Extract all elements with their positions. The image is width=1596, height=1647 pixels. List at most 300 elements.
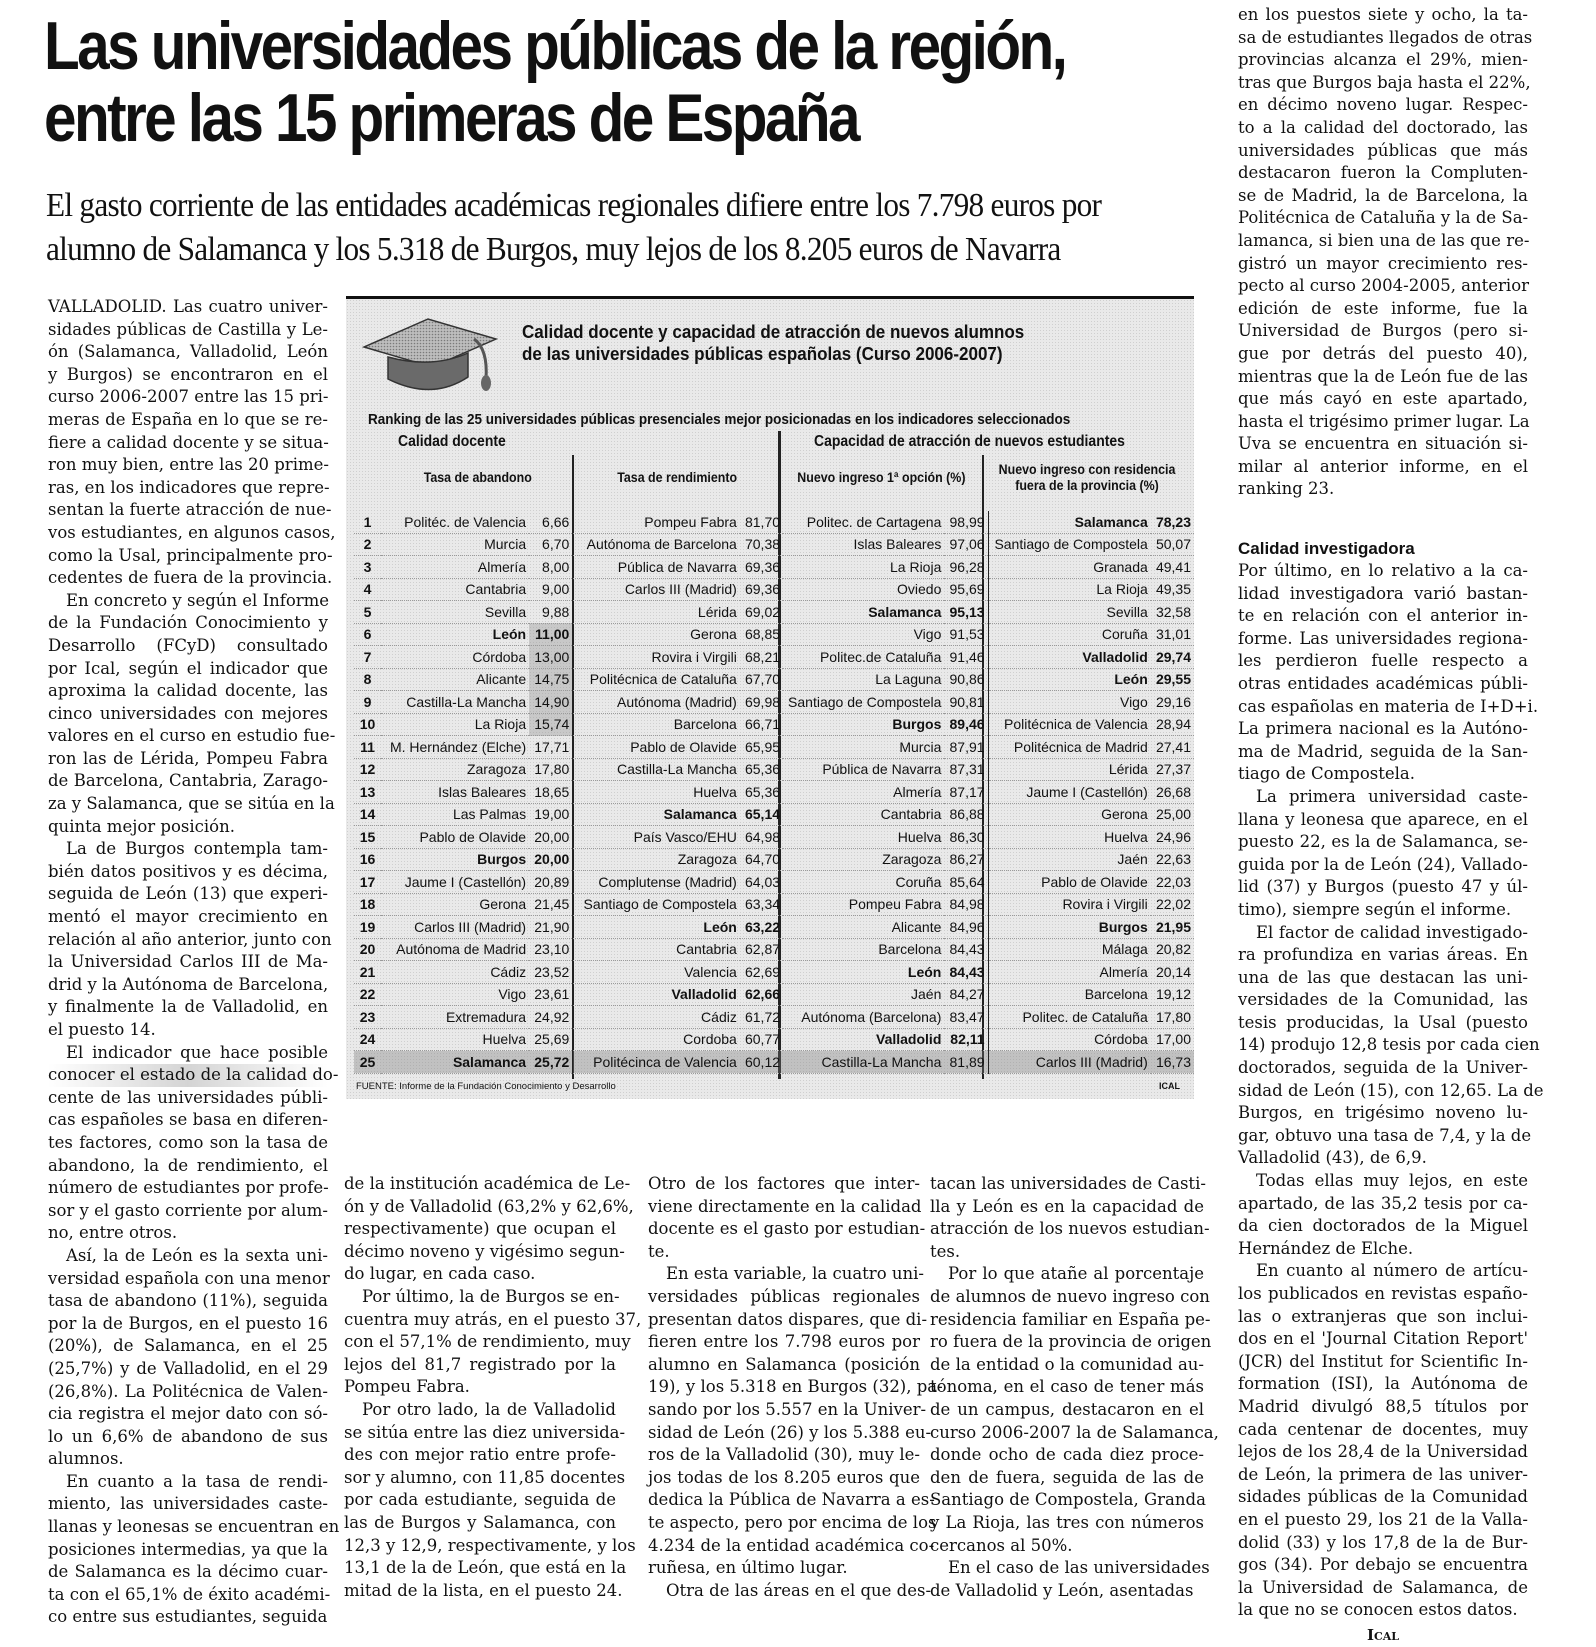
paragraph bbox=[48, 1471, 340, 1629]
indicator-value: 17,80 bbox=[1151, 1006, 1194, 1029]
indicator-value: 9,00 bbox=[529, 578, 573, 601]
rank-number: 18 bbox=[354, 893, 381, 916]
paragraph bbox=[48, 296, 336, 590]
text-line: edición de este informe, fue la bbox=[1238, 298, 1528, 318]
university-name: Jaén bbox=[988, 848, 1151, 871]
table-row bbox=[354, 601, 1194, 624]
text-line: de Salamanca es la décimo cuar- bbox=[48, 1562, 328, 1582]
indicator-value: 28,94 bbox=[1151, 713, 1194, 736]
text-line: bién datos positivos y es décima, bbox=[48, 861, 328, 881]
text-line: y La Rioja, las tres con números bbox=[930, 1512, 1204, 1532]
text-line: ranking 23. bbox=[1238, 479, 1335, 499]
text-line: seguida de León (13) que experi- bbox=[48, 884, 328, 904]
indicator-value: 65,36 bbox=[740, 758, 783, 781]
indicator-value: 63,22 bbox=[740, 916, 783, 939]
text-line: de León, la primera de las univer- bbox=[1238, 1464, 1528, 1484]
university-name: Zaragoza bbox=[573, 848, 740, 871]
indicator-value: 14,75 bbox=[529, 668, 573, 691]
text-line: versidad española con una menor bbox=[48, 1268, 330, 1288]
text-line: de la entidad o la comunidad au- bbox=[930, 1354, 1204, 1374]
text-line: de Barcelona, Cantabria, Zarago- bbox=[48, 771, 328, 791]
text-line: las o extranjeras que son inclui- bbox=[1238, 1306, 1528, 1326]
text-line: versidades públicas regionales bbox=[648, 1286, 920, 1306]
university-name: Pablo de Olavide bbox=[573, 736, 740, 759]
text-line: y finalmente la de Valladolid, en bbox=[48, 997, 328, 1017]
text-line: do lugar, en cada caso. bbox=[344, 1264, 536, 1284]
text-line: sor y alumno, con 11,85 docentes bbox=[344, 1467, 626, 1487]
text-line: sentan la fuerte atracción de nue- bbox=[48, 500, 332, 520]
col-header-tasa-abandono bbox=[386, 461, 570, 495]
indicator-value: 84,98 bbox=[944, 893, 988, 916]
rank-number: 8 bbox=[354, 668, 381, 691]
text-line: ras, en los indicadores que repre- bbox=[48, 477, 330, 497]
paragraph bbox=[930, 1263, 1219, 1557]
text-line: cercanos al 50%. bbox=[930, 1535, 1073, 1555]
text-line: gar, obtuvo una tasa de 7,4, y la de bbox=[1238, 1125, 1532, 1145]
text-line: Otra de las áreas en el que des- bbox=[666, 1580, 932, 1600]
text-line: tiago de Compostela. bbox=[1238, 764, 1415, 784]
group-heading-calidad-docente: Calidad docente bbox=[398, 433, 506, 450]
text-line: En el caso de las universidades bbox=[948, 1558, 1210, 1578]
university-name: Islas Baleares bbox=[783, 533, 944, 556]
ranking-table bbox=[354, 511, 1194, 1074]
indicator-value: 15,74 bbox=[529, 713, 573, 736]
text-line: y Burgos) se encontraron en el bbox=[48, 364, 328, 384]
text-line: sidades públicas de la Comunidad bbox=[1238, 1487, 1528, 1507]
text-line: la Universidad de Salamanca, de bbox=[1238, 1577, 1528, 1597]
text-line: curso 2006-2007 entre las 15 pri- bbox=[48, 387, 329, 407]
university-name: Pública de Navarra bbox=[573, 556, 740, 579]
text-line: formation (ISI), la Autónoma de bbox=[1238, 1374, 1528, 1394]
paragraph bbox=[344, 1399, 636, 1602]
text-line: (20%), de Salamanca, en el 25 bbox=[48, 1336, 328, 1356]
text-line: vos estudiantes, en algunos casos, bbox=[48, 522, 336, 542]
table-row bbox=[354, 848, 1194, 871]
university-name: Jaén bbox=[783, 983, 944, 1006]
rank-number: 22 bbox=[354, 983, 381, 1006]
university-name: Cordoba bbox=[573, 1028, 740, 1051]
table-row bbox=[354, 623, 1194, 646]
indicator-value: 14,90 bbox=[529, 691, 573, 714]
text-line: sa de estudiantes llegados de otras bbox=[1238, 27, 1533, 47]
table-row bbox=[354, 511, 1194, 533]
indicator-value: 9,88 bbox=[529, 601, 573, 624]
text-line: ruñesa, en último lugar. bbox=[648, 1558, 848, 1578]
indicator-value: 20,82 bbox=[1151, 938, 1194, 961]
rank-number: 20 bbox=[354, 938, 381, 961]
university-name: Zaragoza bbox=[381, 758, 529, 781]
text-line: aproxima la calidad docente, las bbox=[48, 681, 328, 701]
indicator-value: 29,55 bbox=[1151, 668, 1194, 691]
rank-number: 6 bbox=[354, 623, 381, 646]
text-line: otras entidades académicas públi- bbox=[1238, 673, 1528, 693]
indicator-value: 16,73 bbox=[1151, 1051, 1194, 1074]
rank-number: 7 bbox=[354, 646, 381, 669]
text-line: gue por detrás del puesto 40), bbox=[1238, 343, 1528, 363]
university-name: La Rioja bbox=[783, 556, 944, 579]
rank-number: 1 bbox=[354, 511, 381, 533]
university-name: Jaume I (Castellón) bbox=[988, 781, 1151, 804]
text-line: se sitúa entre las diez universida- bbox=[344, 1422, 626, 1442]
university-name: Cantabria bbox=[573, 938, 740, 961]
text-line: miento, las universidades caste- bbox=[48, 1494, 328, 1514]
university-name: Islas Baleares bbox=[381, 781, 529, 804]
university-name: Rovira i Virgili bbox=[988, 893, 1151, 916]
university-name: Málaga bbox=[988, 938, 1151, 961]
university-name: Politec. de Cartagena bbox=[783, 511, 944, 533]
text-line: docente es el gasto por estudian- bbox=[648, 1219, 926, 1239]
text-line: valores en el curso en estudio fue- bbox=[48, 726, 336, 746]
indicator-value: 63,34 bbox=[740, 893, 783, 916]
text-line: cedentes de fuera de la provincia. bbox=[48, 568, 333, 588]
university-name: Autónoma de Barcelona bbox=[573, 533, 740, 556]
indicator-value: 68,21 bbox=[740, 646, 783, 669]
indicator-value: 49,35 bbox=[1151, 578, 1194, 601]
indicator-value: 17,80 bbox=[529, 758, 573, 781]
text-line: Por último, en lo relativo a la ca- bbox=[1238, 561, 1528, 580]
table-row bbox=[354, 668, 1194, 691]
paragraph bbox=[930, 1173, 1210, 1263]
university-name: Burgos bbox=[783, 713, 944, 736]
infographic-title-line: de las universidades públicas españolas (Curso 2006-2007) bbox=[522, 343, 1003, 364]
text-line: se de Madrid, la de Barcelona, la bbox=[1238, 185, 1528, 205]
col-header-label: Nuevo ingreso con residencia fuera de la provincia (%) bbox=[998, 462, 1176, 493]
indicator-value: 98,99 bbox=[944, 511, 988, 533]
text-line: ta con el 65,1% de éxito académi- bbox=[48, 1584, 331, 1604]
indicator-value: 86,27 bbox=[944, 848, 988, 871]
rank-number: 21 bbox=[354, 961, 381, 984]
paragraph bbox=[344, 1286, 642, 1399]
indicator-value: 25,00 bbox=[1151, 803, 1194, 826]
column-body bbox=[1238, 560, 1544, 1622]
text-line: con el 57,1% de rendimiento, muy bbox=[344, 1332, 631, 1352]
indicator-value: 6,66 bbox=[529, 511, 573, 533]
indicator-value: 96,28 bbox=[944, 556, 988, 579]
indicator-value: 84,96 bbox=[944, 916, 988, 939]
paragraph bbox=[48, 1042, 339, 1245]
text-line: lo un 6,6% de abandono de sus bbox=[48, 1426, 328, 1446]
rank-number: 12 bbox=[354, 758, 381, 781]
text-line: za y Salamanca, que se sitúa en la bbox=[48, 794, 335, 814]
text-line: 13,1 de la de León, que está en la bbox=[344, 1558, 627, 1578]
text-line: por cada estudiante, seguida de bbox=[344, 1490, 616, 1510]
text-line: ro fuera de la provincia de origen bbox=[930, 1332, 1212, 1352]
indicator-value: 21,45 bbox=[529, 893, 573, 916]
university-name: Vigo bbox=[381, 983, 529, 1006]
text-line: la Universidad Carlos III de Ma- bbox=[48, 952, 328, 972]
text-line: dos en el 'Journal Citation Report' bbox=[1238, 1329, 1528, 1349]
text-line: En cuanto a la tasa de rendi- bbox=[66, 1471, 328, 1491]
indicator-value: 22,02 bbox=[1151, 893, 1194, 916]
text-line: llana y leonesa que aparece, en el bbox=[1238, 809, 1528, 829]
text-line: donde ocho de cada diez proce- bbox=[930, 1445, 1204, 1465]
indicator-value: 65,14 bbox=[740, 803, 783, 826]
indicator-value: 65,95 bbox=[740, 736, 783, 759]
rank-number: 15 bbox=[354, 826, 381, 849]
article-column-3 bbox=[648, 1173, 943, 1602]
text-line: de Valladolid y León, asentadas bbox=[930, 1580, 1194, 1600]
text-line: residencia familiar en España pe- bbox=[930, 1309, 1211, 1329]
rank-number: 17 bbox=[354, 871, 381, 894]
indicator-value: 81,70 bbox=[740, 511, 783, 533]
paragraph bbox=[648, 1263, 943, 1579]
text-line: lamanca, si bien una de las que re- bbox=[1238, 230, 1530, 250]
university-name: Politéc. de Valencia bbox=[381, 511, 529, 533]
text-line: de la institución académica de Le- bbox=[344, 1174, 631, 1193]
university-name: Barcelona bbox=[988, 983, 1151, 1006]
rank-number: 10 bbox=[354, 713, 381, 736]
indicator-value: 85,64 bbox=[944, 871, 988, 894]
indicator-value: 69,36 bbox=[740, 578, 783, 601]
university-name: León bbox=[573, 916, 740, 939]
university-name: Carlos III (Madrid) bbox=[988, 1051, 1151, 1074]
paragraph bbox=[344, 1173, 634, 1286]
table-row bbox=[354, 1006, 1194, 1029]
table-row bbox=[354, 578, 1194, 601]
indicator-value: 62,66 bbox=[740, 983, 783, 1006]
university-name: Sevilla bbox=[381, 601, 529, 624]
byline-signature: Ical bbox=[1366, 1625, 1400, 1644]
text-line: por la de Burgos, en el puesto 16 bbox=[48, 1313, 328, 1333]
table-row bbox=[354, 758, 1194, 781]
university-name: Cádiz bbox=[573, 1006, 740, 1029]
text-line: meras de España en lo que se re- bbox=[48, 409, 328, 429]
table-row bbox=[354, 1028, 1194, 1051]
indicator-value: 11,00 bbox=[529, 623, 573, 646]
table-row bbox=[354, 781, 1194, 804]
university-name: Pública de Navarra bbox=[783, 758, 944, 781]
university-name: Gerona bbox=[573, 623, 740, 646]
text-line: te aspecto, pero por encima de los bbox=[648, 1512, 937, 1532]
indicator-value: 17,71 bbox=[529, 736, 573, 759]
university-name: Oviedo bbox=[783, 578, 944, 601]
rank-number: 11 bbox=[354, 736, 381, 759]
text-line: gistró un mayor crecimiento res- bbox=[1238, 253, 1528, 273]
paragraph bbox=[1238, 786, 1528, 922]
text-line: atracción de los nuevos estudian- bbox=[930, 1219, 1210, 1239]
university-name: Almería bbox=[381, 556, 529, 579]
indicator-value: 20,89 bbox=[529, 871, 573, 894]
text-line: Burgos, en trigésimo noveno lu- bbox=[1238, 1103, 1528, 1123]
indicator-value: 90,81 bbox=[944, 691, 988, 714]
university-name: Politécnica de Cataluña bbox=[573, 668, 740, 691]
text-line: respectivamente) que ocupan el bbox=[344, 1219, 616, 1239]
subheadline bbox=[46, 184, 1214, 272]
text-line: 12,3 y 12,9, respectivamente, y los bbox=[344, 1535, 636, 1555]
paragraph bbox=[1238, 1170, 1528, 1260]
text-line: puesto 22, es la de Salamanca, se- bbox=[1238, 832, 1528, 852]
university-name: Cádiz bbox=[381, 961, 529, 984]
table-row bbox=[354, 556, 1194, 579]
university-name: Politécnica de Valencia bbox=[988, 713, 1151, 736]
university-name: Burgos bbox=[381, 848, 529, 871]
col-header-tasa-rendimiento bbox=[578, 461, 776, 495]
table-row bbox=[354, 691, 1194, 714]
university-name: Alicante bbox=[381, 668, 529, 691]
university-name: Salamanca bbox=[988, 511, 1151, 533]
university-name: Murcia bbox=[381, 533, 529, 556]
text-line: universidades públicas que más bbox=[1238, 140, 1528, 160]
university-name: Las Palmas bbox=[381, 803, 529, 826]
rank-number: 3 bbox=[354, 556, 381, 579]
text-line: ra profundiza en varias áreas. En bbox=[1238, 945, 1528, 965]
text-line: te en relación con el anterior in- bbox=[1238, 606, 1528, 626]
university-name: Alicante bbox=[783, 916, 944, 939]
text-line: fieren entre los 7.798 euros por bbox=[648, 1332, 920, 1352]
text-line: dolid (33) y los 17,8 de la de Bur- bbox=[1238, 1532, 1528, 1552]
text-line: lla y León es en la capacidad de bbox=[930, 1196, 1204, 1216]
text-line: (26,8%). La Politécnica de Valen- bbox=[48, 1381, 328, 1401]
university-name: León bbox=[381, 623, 529, 646]
text-line: La primera universidad caste- bbox=[1256, 786, 1528, 806]
text-line: 14) produjo 12,8 tesis por cada cien bbox=[1238, 1035, 1540, 1055]
university-name: Carlos III (Madrid) bbox=[573, 578, 740, 601]
rank-number: 2 bbox=[354, 533, 381, 556]
rank-number: 14 bbox=[354, 803, 381, 826]
text-line: Así, la de León es la sexta uni- bbox=[66, 1245, 328, 1265]
text-line: jos todas de los 8.205 euros que bbox=[648, 1467, 920, 1487]
indicator-value: 83,47 bbox=[944, 1006, 988, 1029]
university-name: La Rioja bbox=[381, 713, 529, 736]
indicator-value: 25,69 bbox=[529, 1028, 573, 1051]
indicator-value: 60,12 bbox=[740, 1051, 783, 1074]
university-name: Huelva bbox=[988, 826, 1151, 849]
indicator-value: 62,87 bbox=[740, 938, 783, 961]
table-row bbox=[354, 826, 1194, 849]
text-line: curso 2006-2007 la de Salamanca, bbox=[930, 1422, 1219, 1442]
subheadline-line: El gasto corriente de las entidades académicas regionales difiere entre los 7.798 euros por bbox=[46, 187, 1102, 224]
text-line: dedica la Pública de Navarra a es- bbox=[648, 1490, 935, 1510]
university-name: León bbox=[783, 961, 944, 984]
text-line: destacaron fueron la Compluten- bbox=[1238, 163, 1528, 183]
table-row bbox=[354, 961, 1194, 984]
indicator-value: 62,69 bbox=[740, 961, 783, 984]
text-line: conocer el estado de la calidad do- bbox=[48, 1064, 328, 1087]
paragraph bbox=[1238, 560, 1539, 786]
university-name: Pompeu Fabra bbox=[783, 893, 944, 916]
infographic-title-line: Calidad docente y capacidad de atracción de nuevos alumnos bbox=[522, 321, 1025, 342]
paragraph bbox=[1238, 4, 1533, 501]
indicator-value: 17,00 bbox=[1151, 1028, 1194, 1051]
paragraph bbox=[1238, 922, 1544, 1171]
article-column-5-continued bbox=[1238, 538, 1544, 1647]
indicator-value: 66,71 bbox=[740, 713, 783, 736]
paragraph bbox=[48, 1245, 328, 1471]
col-header-nuevo-ingreso-residencia bbox=[986, 461, 1188, 495]
university-name: Coruña bbox=[988, 623, 1151, 646]
col-header-label: Tasa de abandono bbox=[423, 470, 533, 485]
indicator-value: 84,27 bbox=[944, 983, 988, 1006]
text-line: las de Burgos y Salamanca, con bbox=[344, 1512, 616, 1532]
source-note: FUENTE: Informe de la Fundación Conocimiento y Desarrollo bbox=[356, 1081, 616, 1092]
text-line: Santiago de Compostela, Granda bbox=[930, 1490, 1206, 1510]
indicator-value: 68,85 bbox=[740, 623, 783, 646]
text-line: cada centenar de docentes, muy bbox=[1238, 1419, 1528, 1439]
text-line: presentan datos dispares, que di- bbox=[648, 1309, 928, 1329]
text-line: den de fuera, seguida de las de bbox=[930, 1467, 1204, 1487]
indicator-value: 90,86 bbox=[944, 668, 988, 691]
indicator-value: 26,68 bbox=[1151, 781, 1194, 804]
indicator-value: 65,36 bbox=[740, 781, 783, 804]
table-row bbox=[354, 533, 1194, 556]
university-name: La Laguna bbox=[783, 668, 944, 691]
text-line: doctorados, seguida de la Univer- bbox=[1238, 1058, 1528, 1078]
text-line: ón (Salamanca, Valladolid, León bbox=[48, 342, 328, 362]
university-name: Valencia bbox=[573, 961, 740, 984]
university-name: Vigo bbox=[783, 623, 944, 646]
headline-line: Las universidades públicas de la región, bbox=[44, 8, 1066, 84]
col-header-label: Nuevo ingreso 1ª opción (%) bbox=[796, 470, 966, 485]
text-line: por Ical, según el indicador que bbox=[48, 658, 328, 678]
university-name: Lérida bbox=[988, 758, 1151, 781]
text-line: mentó el mayor crecimiento en bbox=[48, 907, 328, 927]
university-name: Carlos III (Madrid) bbox=[381, 916, 529, 939]
indicator-value: 69,98 bbox=[740, 691, 783, 714]
indicator-value: 91,53 bbox=[944, 623, 988, 646]
rank-number: 13 bbox=[354, 781, 381, 804]
text-line: sidad de León (26) y los 5.388 eu- bbox=[648, 1422, 932, 1442]
university-name: Vigo bbox=[988, 691, 1151, 714]
university-name: Burgos bbox=[988, 916, 1151, 939]
university-name: Rovira i Virgili bbox=[573, 646, 740, 669]
indicator-value: 27,37 bbox=[1151, 758, 1194, 781]
text-line: ron las de Lérida, Pompeu Fabra bbox=[48, 748, 328, 768]
text-line: sidad de León (15), con 12,65. La de bbox=[1238, 1080, 1544, 1100]
text-line: Hernández de Elche. bbox=[1238, 1238, 1414, 1258]
indicator-value: 82,11 bbox=[944, 1028, 988, 1051]
university-name: Córdoba bbox=[381, 646, 529, 669]
text-line: mientras que la de León fue de las bbox=[1238, 366, 1528, 386]
text-line: tasa de abandono (11%), seguida bbox=[48, 1291, 328, 1311]
text-line: posiciones intermedias, ya que la bbox=[48, 1539, 328, 1559]
indicator-value: 67,70 bbox=[740, 668, 783, 691]
text-line: mitad de la lista, en el puesto 24. bbox=[344, 1580, 623, 1600]
text-line: que más cayó en este apartado, bbox=[1238, 389, 1528, 409]
text-line: les perdieron fuelle respecto a bbox=[1238, 651, 1528, 671]
rank-number: 23 bbox=[354, 1006, 381, 1029]
indicator-value: 19,00 bbox=[529, 803, 573, 826]
text-line: Por último, la de Burgos se en- bbox=[362, 1286, 620, 1306]
university-name: Extremadura bbox=[381, 1006, 529, 1029]
table-row bbox=[354, 916, 1194, 939]
text-line: la que no se conocen estos datos. bbox=[1238, 1600, 1518, 1620]
table-row bbox=[354, 871, 1194, 894]
table-row bbox=[354, 803, 1194, 826]
university-name: Huelva bbox=[381, 1028, 529, 1051]
text-line: VALLADOLID. Las cuatro univer- bbox=[48, 297, 328, 316]
text-line: lid (37) y Burgos (puesto 47 y úl- bbox=[1238, 877, 1528, 897]
university-name: Lérida bbox=[573, 601, 740, 624]
university-name: Zaragoza bbox=[783, 848, 944, 871]
indicator-value: 24,92 bbox=[529, 1006, 573, 1029]
text-line: te. bbox=[648, 1241, 670, 1261]
text-line: en los puestos siete y ocho, la ta- bbox=[1238, 5, 1528, 24]
text-line: relación al año anterior, junto con bbox=[48, 929, 332, 949]
indicator-value: 61,72 bbox=[740, 1006, 783, 1029]
indicator-value: 91,46 bbox=[944, 646, 988, 669]
text-line: hasta el trigésimo primer lugar. La bbox=[1238, 411, 1530, 431]
indicator-value: 87,31 bbox=[944, 758, 988, 781]
university-name: País Vasco/EHU bbox=[573, 826, 740, 849]
university-name: Huelva bbox=[573, 781, 740, 804]
indicator-value: 64,03 bbox=[740, 871, 783, 894]
rank-number: 19 bbox=[354, 916, 381, 939]
col-header-nuevo-ingreso-1a-opcion bbox=[782, 461, 980, 495]
university-name: Valladolid bbox=[988, 646, 1151, 669]
text-line: de un campus, destacaron en el bbox=[930, 1399, 1204, 1419]
text-line: En esta variable, la cuatro uni- bbox=[666, 1264, 924, 1284]
indicator-value: 95,13 bbox=[944, 601, 988, 624]
